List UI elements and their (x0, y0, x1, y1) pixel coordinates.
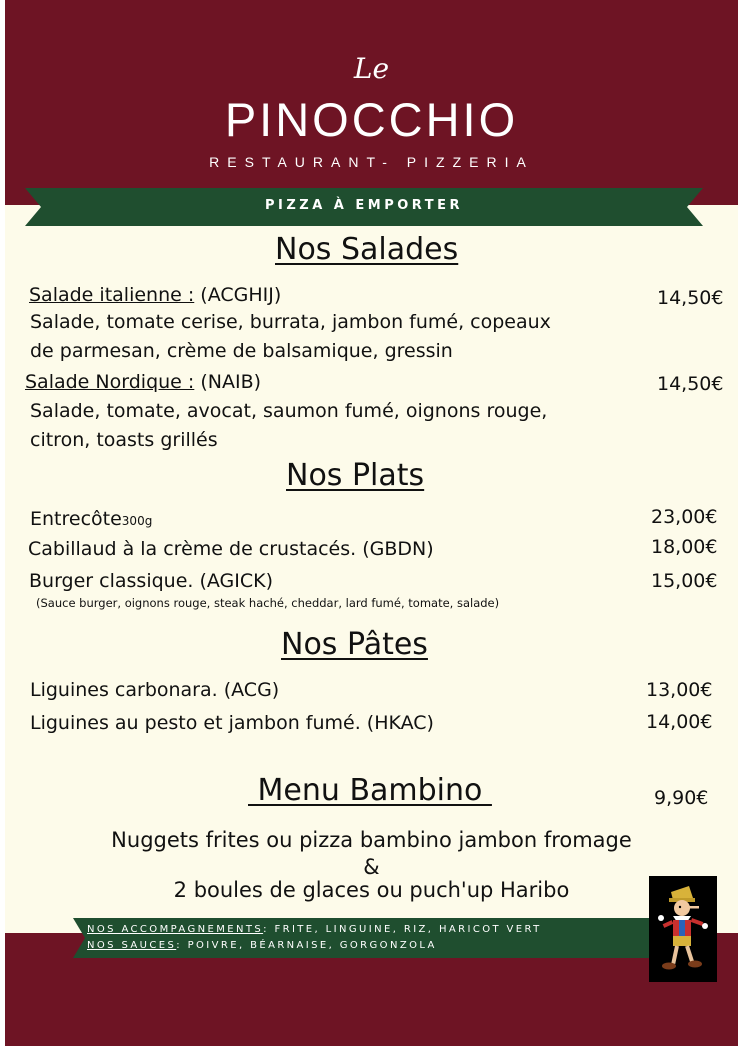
description-line: Salade, tomate, avocat, saumon fumé, oignons rouge, (30, 400, 548, 422)
section-title-pates: Nos Pâtes (281, 627, 428, 662)
menu-item-carbonara (30, 679, 279, 701)
menu-item-salade-nordique (25, 371, 261, 393)
description-line: de parmesan, crème de balsamique, gressin (30, 340, 453, 362)
description-line: citron, toasts grillés (30, 429, 218, 451)
bambino-line-3: 2 boules de glaces ou puch'up Haribo (173, 878, 570, 902)
section-title-bambino: Menu Bambino (248, 773, 492, 808)
bambino-line-2: & (363, 855, 380, 879)
item-price: 13,00€ (646, 679, 713, 701)
sauces-value: : POIVRE, BÉARNAISE, GORGONZOLA (176, 940, 437, 951)
menu-item-pesto (30, 712, 434, 734)
item-name: Liguines carbonara. (ACG) (30, 679, 280, 701)
item-name: Entrecôte (30, 508, 122, 530)
menu-item-entrecote (30, 508, 152, 530)
bambino-line-1: Nuggets frites ou pizza bambino jambon fromage (111, 828, 632, 852)
menu-item-cabillaud (28, 538, 434, 560)
item-price: 14,00€ (646, 711, 713, 733)
accompaniments-value: : FRITE, LINGUINE, RIZ, HARICOT VERT (263, 924, 542, 935)
brand-subtitle: RESTAURANT- PIZZERIA (209, 154, 534, 170)
bambino-price: 9,90€ (654, 787, 709, 809)
item-name: Burger classique. (AGICK) (29, 570, 274, 592)
banner-label: PIZZA À EMPORTER (265, 198, 463, 213)
item-name: Cabillaud à la crème de crustacés. (GBDN) (28, 538, 434, 560)
sauces-line (87, 940, 437, 951)
sauces-label: NOS SAUCES (87, 940, 177, 951)
item-description (30, 397, 547, 455)
brand-name: PINOCCHIO (224, 93, 519, 146)
section-title-plats: Nos Plats (286, 458, 425, 493)
item-price: 14,50€ (657, 373, 724, 395)
item-name: Liguines au pesto et jambon fumé. (HKAC) (30, 712, 434, 734)
item-allergens: (ACGHIJ) (200, 284, 282, 306)
description-line: Salade, tomate cerise, burrata, jambon fumé, copeaux (30, 311, 551, 333)
section-title-salades: Nos Salades (275, 232, 459, 267)
accompaniments-line (87, 924, 542, 935)
item-name: Salade Nordique : (25, 371, 195, 393)
item-price: 15,00€ (651, 570, 718, 592)
brand-prefix: Le (353, 52, 390, 85)
sides-sauces-bar (73, 918, 663, 958)
item-price: 18,00€ (651, 536, 718, 558)
item-description (30, 308, 551, 366)
menu-item-burger (29, 570, 273, 592)
item-name: Salade italienne : (29, 284, 195, 306)
item-price: 23,00€ (651, 506, 718, 528)
item-price: 14,50€ (657, 287, 724, 309)
menu-item-salade-italienne (29, 284, 281, 306)
item-weight: 300g (121, 514, 153, 528)
menu-page (5, 0, 738, 1046)
item-note: (Sauce burger, oignons rouge, steak haché, cheddar, lard fumé, tomate, salade) (36, 596, 500, 610)
item-allergens: (NAIB) (200, 371, 262, 393)
accompaniments-label: NOS ACCOMPAGNEMENTS (87, 924, 264, 935)
takeaway-banner (25, 188, 703, 226)
pinocchio-mascot-image (649, 876, 717, 982)
